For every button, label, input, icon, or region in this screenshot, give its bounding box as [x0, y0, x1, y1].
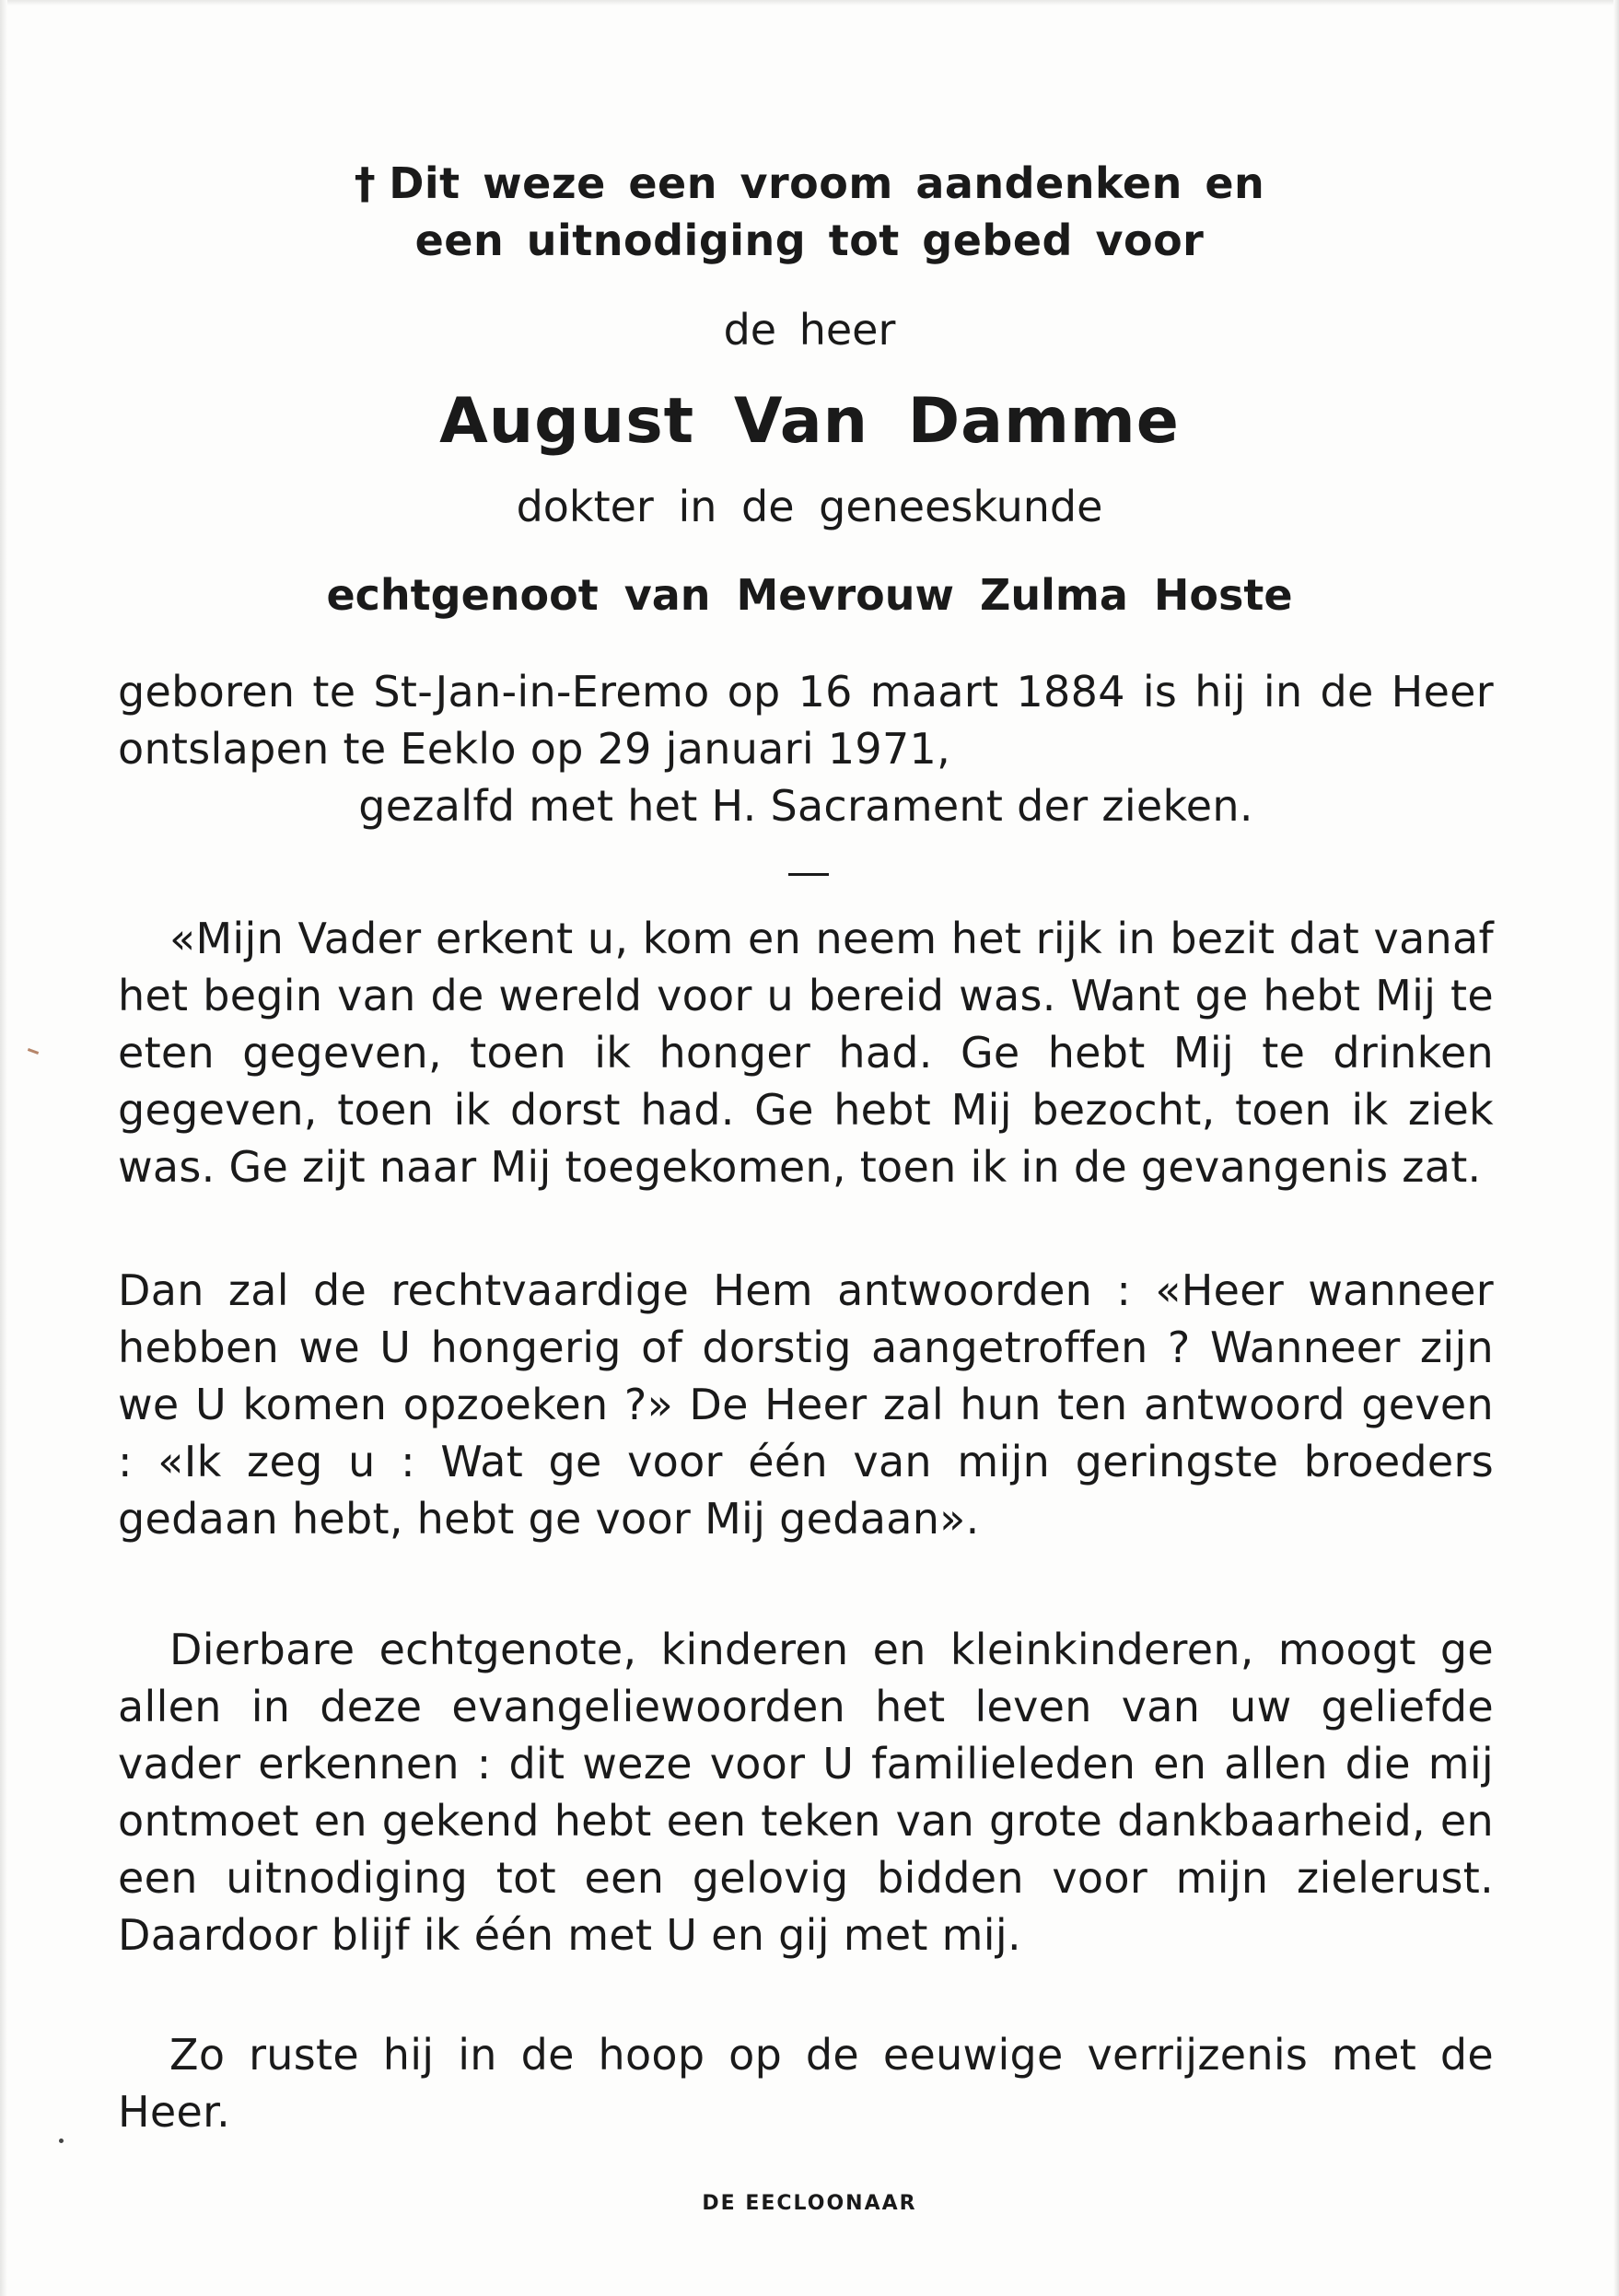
quote-paragraph: «Mijn Vader erkent u, kom en neem het rijk in bezit dat vanaf het begin van de wereld voor u bereid was. Want ge hebt Mij te eten gegeven, toen ik honger had. Ge hebt Mij te drinken gegeven, toen ik dorst had. Ge hebt Mij bezocht, toen ik ziek was. Ge zijt naar Mij toegekomen, toen ik in de gevangenis zat. — [118, 914, 1494, 1192]
header-block — [0, 155, 1619, 623]
family-paragraph: Dierbare echtgenote, kinderen en kleinkinderen, moogt ge allen in deze evangeliewoorden het leven van uw geliefde vader erkennen : dit weze voor U familieleden en allen die mij ontmoet en gekend hebt een teken van grote dankbaarheid, en een uitnodiging tot een gelovig bidden voor mijn zielerust. Daardoor blijf ik één met U en gij met mij. — [118, 1625, 1494, 1960]
spouse-line: echtgenoot van Mevrouw Zulma Hoste — [326, 570, 1293, 620]
dialogue-block — [118, 1262, 1494, 1547]
sacrament-text: gezalfd met het H. Sacrament der zieken. — [358, 781, 1253, 831]
life-details — [118, 663, 1494, 834]
closing-paragraph: Zo ruste hij in de hoop op de eeuwige verrijzenis met de Heer. — [118, 2030, 1494, 2137]
stray-dot — [59, 2139, 64, 2143]
printer-name: DE EECLOONAAR — [702, 2192, 917, 2215]
dialogue-paragraph: Dan zal de rechtvaardige Hem antwoorden : «Heer wanneer hebben we U hongerig of dorstig aangetroffen ? Wanneer zijn we U komen opzoeken ?» De Heer zal hun ten antwoord geven : «Ik zeg u : Wat ge voor één van mijn geringste broeders gedaan hebt, hebt ge voor Mij gedaan». — [118, 1265, 1494, 1544]
intro-line-1-text: Dit weze een vroom aandenken en — [389, 158, 1265, 208]
closing-block — [118, 2026, 1494, 2140]
title-prefix: de heer — [723, 305, 896, 355]
separator-dash — [788, 873, 829, 876]
deceased-name: August Van Damme — [439, 385, 1180, 458]
family-block — [118, 1621, 1494, 1964]
birth-death-text: geboren te St-Jan-in-Eremo op 16 maart 1884 is hij in de Heer ontslapen te Eeklo op 29 januari 1971, — [118, 667, 1494, 774]
profession: dokter in de geneeskunde — [516, 482, 1103, 531]
intro-line-2: een uitnodiging tot gebed voor — [414, 216, 1205, 265]
paper-edge-top — [0, 0, 1619, 6]
stray-mark — [28, 1048, 39, 1055]
cross-icon: † — [354, 158, 377, 208]
quote-block — [118, 910, 1494, 1195]
intro-line-1 — [0, 155, 1619, 212]
